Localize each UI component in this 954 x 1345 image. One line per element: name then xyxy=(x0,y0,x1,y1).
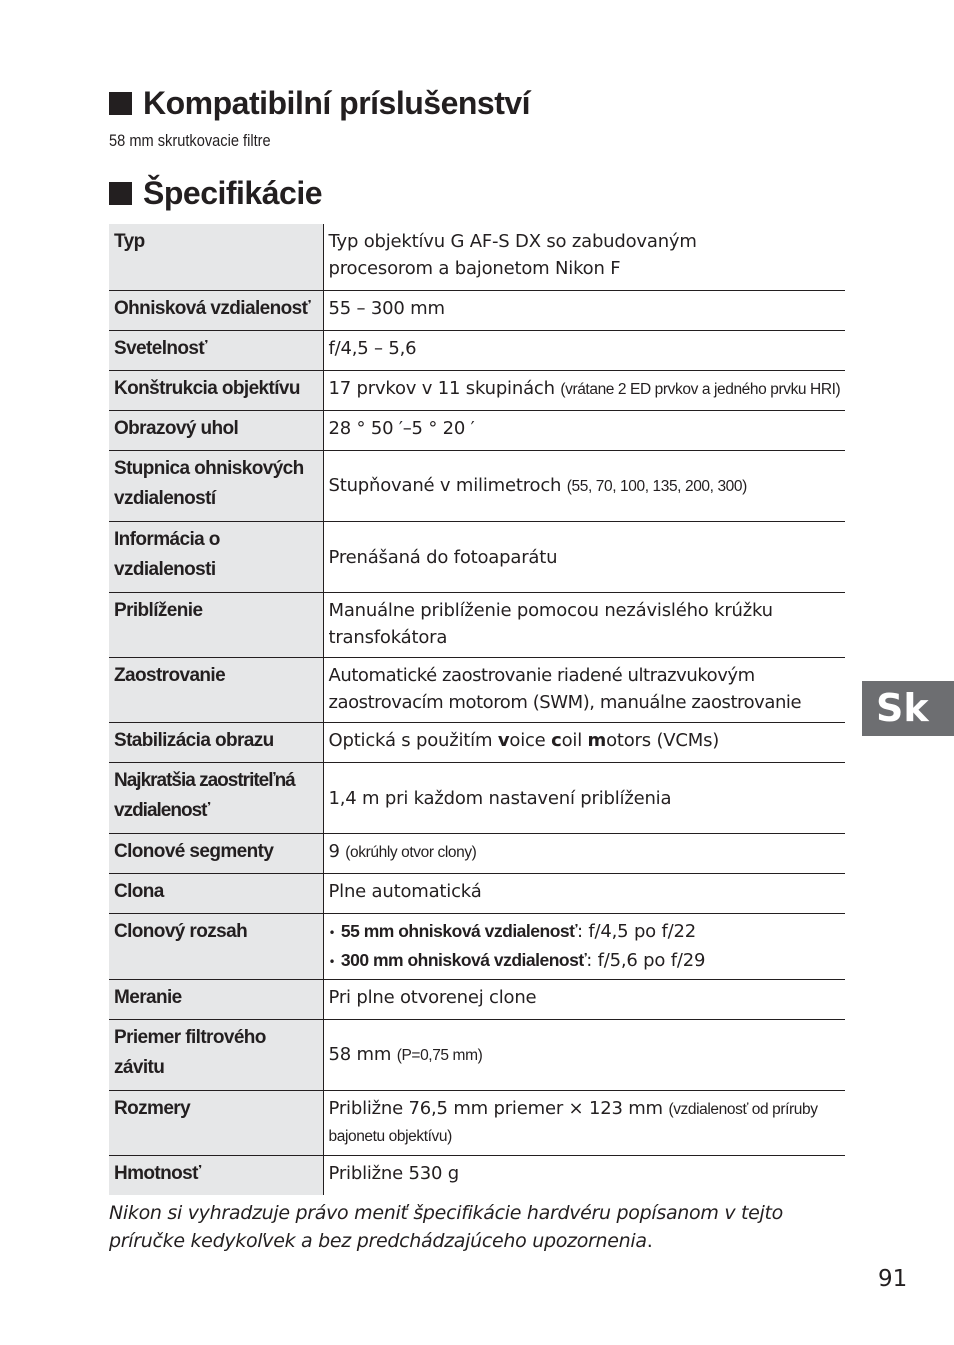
spec-label: Clonový rozsah xyxy=(109,913,323,979)
spec-label: Najkratšia zaostriteľná vzdialenosť xyxy=(109,762,323,833)
spec-value xyxy=(323,913,845,979)
heading-compatible-accessories xyxy=(109,85,530,121)
spec-value: 28 ° 50 ′–5 ° 20 ′ xyxy=(323,410,845,450)
spec-label: Hmotnosť xyxy=(109,1155,323,1195)
spec-label: Obrazový uhol xyxy=(109,410,323,450)
spec-label: Typ xyxy=(109,224,323,290)
heading-square-icon xyxy=(109,92,132,115)
table-row xyxy=(109,657,845,722)
spec-label: Informácia o vzdialenosti xyxy=(109,521,323,592)
page-number: 91 xyxy=(878,1266,908,1292)
table-row xyxy=(109,1019,845,1090)
spec-value: Pri plne otvorenej clone xyxy=(323,979,845,1019)
spec-value: Automatické zaostrovanie riadené ultrazvukovým zaostrovacím motorom (SWM), manuálne zaostrovanie xyxy=(323,657,845,722)
table-row xyxy=(109,592,845,657)
spec-label: Rozmery xyxy=(109,1090,323,1155)
spec-value: Plne automatická xyxy=(323,873,845,913)
compatible-accessories-text: 58 mm skrutkovacie filtre xyxy=(109,131,271,150)
table-row xyxy=(109,1155,845,1195)
spec-label: Zaostrovanie xyxy=(109,657,323,722)
table-row xyxy=(109,290,845,330)
heading-specifications xyxy=(109,175,322,211)
spec-value: f/4,5 – 5,6 xyxy=(323,330,845,370)
table-row xyxy=(109,833,845,873)
table-row xyxy=(109,1090,845,1155)
spec-value: Približne 76,5 mm priemer × 123 mm (vzdialenosť od príruby bajonetu objektívu) xyxy=(323,1090,845,1155)
spec-value: Približne 530 g xyxy=(328,1162,460,1184)
spec-label: Clona xyxy=(109,873,323,913)
spec-value: Optická s použitím voice coil motors (VCMs) xyxy=(323,722,845,762)
spec-value: 17 prvkov v 11 skupinách (vrátane 2 ED prvkov a jedného prvku HRI) xyxy=(323,370,845,410)
specifications-table xyxy=(109,224,845,1195)
spec-label: Ohnisková vzdialenosť xyxy=(109,290,323,330)
spec-value: 55 – 300 mm xyxy=(323,290,845,330)
spec-label: Svetelnosť xyxy=(109,330,323,370)
spec-value: Typ objektívu G AF-S DX so zabudovaným procesorom a bajonetom Nikon F xyxy=(323,224,845,290)
table-row xyxy=(109,979,845,1019)
list-item: • 55 mm ohnisková vzdialenosť: f/4,5 po f/22 xyxy=(328,920,697,942)
spec-label: Meranie xyxy=(109,979,323,1019)
spec-label: Konštrukcia objektívu xyxy=(109,370,323,410)
table-row xyxy=(109,224,845,290)
spec-value: Prenášaná do fotoaparátu xyxy=(323,521,845,592)
table-row xyxy=(109,450,845,521)
spec-value: 58 mm (P=0,75 mm) xyxy=(323,1019,845,1090)
heading-square-icon xyxy=(109,182,132,205)
spec-label: Priemer filtrového závitu xyxy=(109,1019,323,1090)
table-row xyxy=(109,913,845,979)
spec-value: 1,4 m pri každom nastavení priblíženia xyxy=(323,762,845,833)
heading-text: Kompatibilní príslušenství xyxy=(143,85,531,121)
spec-label: Clonové segmenty xyxy=(109,833,323,873)
table-row xyxy=(109,330,845,370)
table-row xyxy=(109,370,845,410)
table-row xyxy=(109,873,845,913)
spec-label: Stupnica ohniskových vzdialeností xyxy=(109,450,323,521)
language-tab: Sk xyxy=(862,681,954,736)
spec-value: Stupňované v milimetroch (55, 70, 100, 135, 200, 300) xyxy=(323,450,845,521)
table-row xyxy=(109,722,845,762)
spec-value: Manuálne priblíženie pomocou nezávislého krúžku transfokátora xyxy=(323,592,845,657)
table-row xyxy=(109,410,845,450)
table-row xyxy=(109,521,845,592)
spec-label: Stabilizácia obrazu xyxy=(109,722,323,762)
spec-value: 9 (okrúhly otvor clony) xyxy=(323,833,845,873)
table-row xyxy=(109,762,845,833)
list-item: • 300 mm ohnisková vzdialenosť: f/5,6 po f/29 xyxy=(328,949,706,971)
heading-text: Špecifikácie xyxy=(143,175,322,211)
disclaimer-note: Nikon si vyhradzuje právo meniť špecifikácie hardvéru popísanom v tejto príručke kedykoľvek a bez predchádzajúceho upozornenia. xyxy=(109,1202,784,1252)
spec-label: Priblíženie xyxy=(109,592,323,657)
